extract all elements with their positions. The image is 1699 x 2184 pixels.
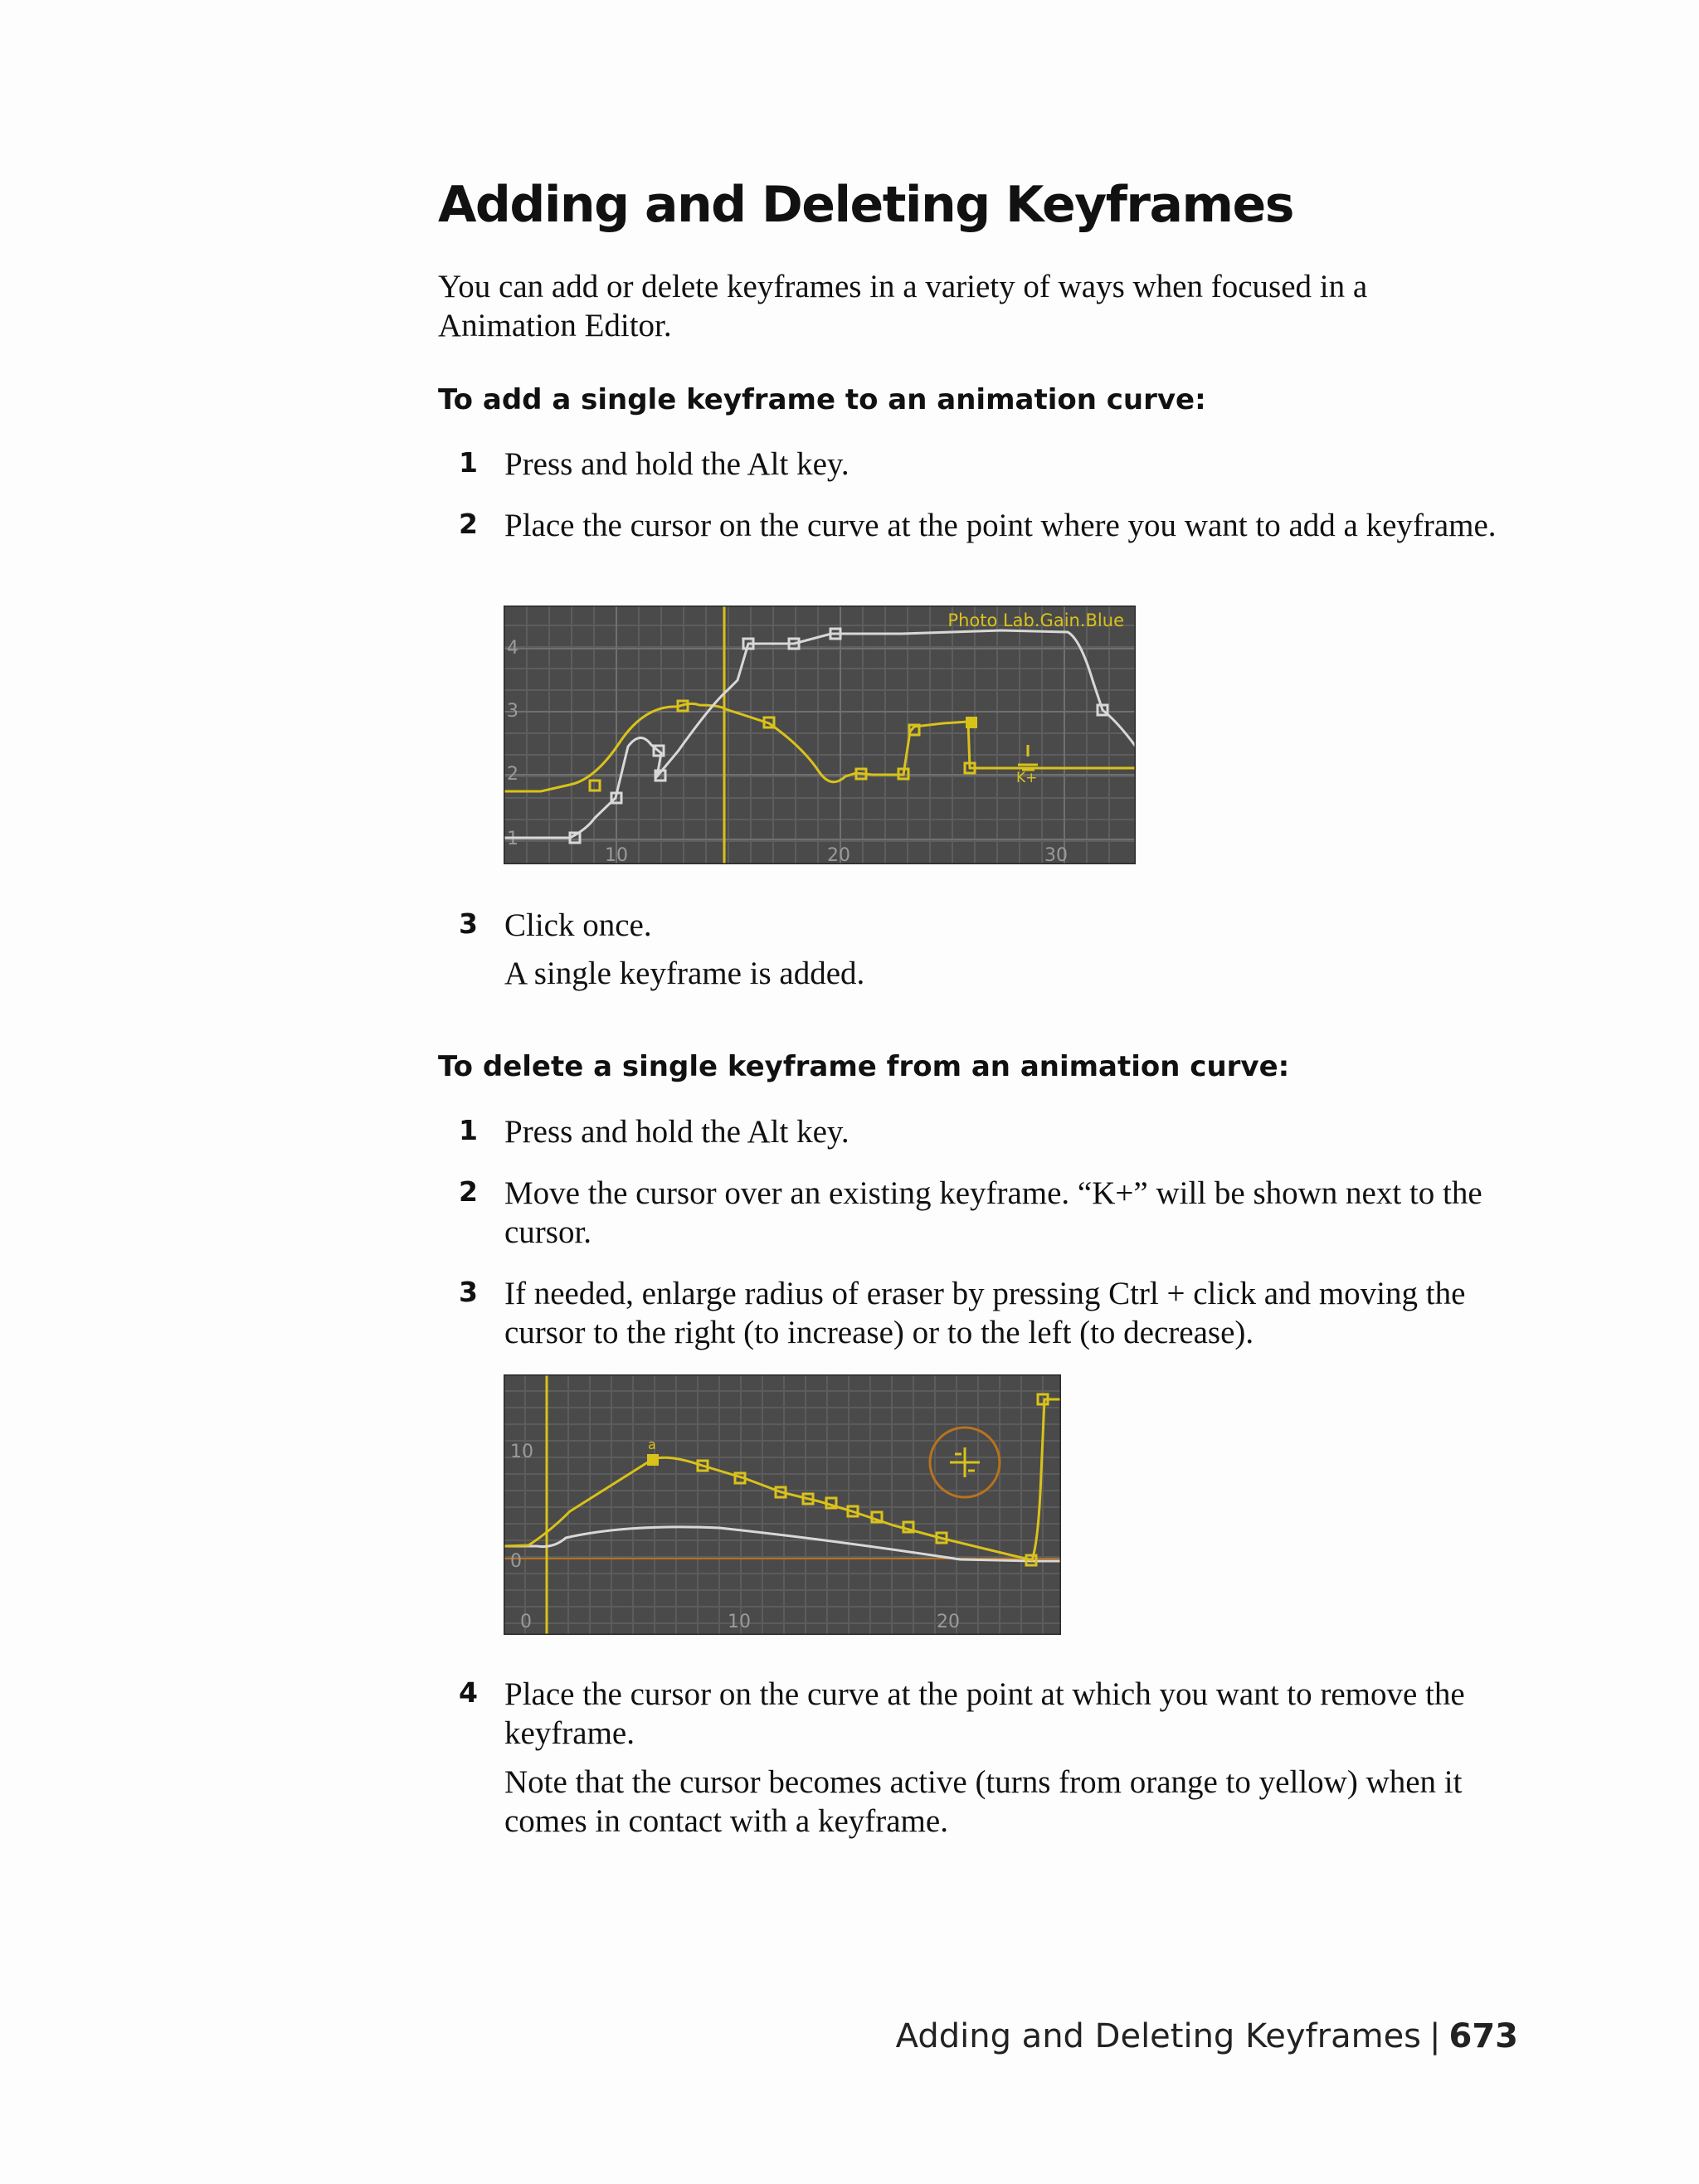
add-result-text: A single keyframe is added. [504, 956, 865, 991]
step-number: 3 [459, 1276, 478, 1308]
step-number: 2 [459, 1175, 478, 1208]
cursor-k-plus-label: K+ [1016, 770, 1038, 786]
step-text: Press and hold the Alt key. [504, 1114, 850, 1150]
step-number: 2 [459, 508, 478, 540]
step-text: Move the cursor over an existing keyframe. “K+” will be shown next to the cursor. [504, 1175, 1482, 1250]
y-tick: 4 [507, 638, 518, 659]
page-footer [896, 2017, 1518, 2055]
add-keyframe-screenshot [504, 606, 1136, 864]
footer-separator: | [1429, 2017, 1441, 2055]
step-text: Click once. [504, 907, 652, 943]
y-tick: 3 [507, 701, 518, 722]
x-tick: 20 [827, 845, 850, 864]
x-tick: 10 [728, 1612, 751, 1632]
footer-section-title: Adding and Deleting Keyframes [895, 2017, 1422, 2055]
add-procedure-heading: To add a single keyframe to an animation curve: [438, 383, 1206, 416]
delete-keyframe-screenshot [504, 1374, 1061, 1635]
curve-name-label: Photo Lab.Gain.Blue [947, 610, 1124, 630]
delete-note-text: Note that the cursor becomes active (turns from orange to yellow) when it comes in contact with a keyframe. [504, 1764, 1463, 1839]
x-tick: 0 [520, 1612, 532, 1632]
y-tick: 1 [507, 829, 518, 849]
selected-keyframe [647, 1454, 659, 1466]
x-tick: 20 [937, 1612, 960, 1632]
key-marker: a [648, 1437, 656, 1452]
y-tick: 10 [510, 1442, 533, 1462]
step-text: Place the cursor on the curve at the point at which you want to remove the keyframe. [504, 1676, 1465, 1751]
y-tick: 0 [510, 1551, 522, 1572]
step-number: 3 [459, 907, 478, 940]
page-number: 673 [1448, 2017, 1518, 2055]
intro-paragraph: You can add or delete keyframes in a variety of ways when focused in a Animation Editor. [438, 269, 1368, 343]
step-number: 1 [459, 1114, 478, 1146]
step-text: If needed, enlarge radius of eraser by pressing Ctrl + click and moving the cursor to the right (to increase) or to the left (to decrease). [504, 1276, 1466, 1350]
selected-keyframe [966, 717, 977, 728]
step-text: Place the cursor on the curve at the point where you want to add a keyframe. [504, 508, 1497, 543]
y-tick: 2 [507, 764, 518, 785]
x-tick: 10 [605, 845, 628, 864]
step-number: 4 [459, 1676, 478, 1709]
x-tick: 30 [1044, 845, 1068, 864]
delete-procedure-heading: To delete a single keyframe from an animation curve: [438, 1050, 1290, 1083]
step-number: 1 [459, 446, 478, 479]
editor-background [504, 606, 1136, 864]
step-text: Press and hold the Alt key. [504, 446, 850, 482]
page-title: Adding and Deleting Keyframes [438, 176, 1293, 234]
